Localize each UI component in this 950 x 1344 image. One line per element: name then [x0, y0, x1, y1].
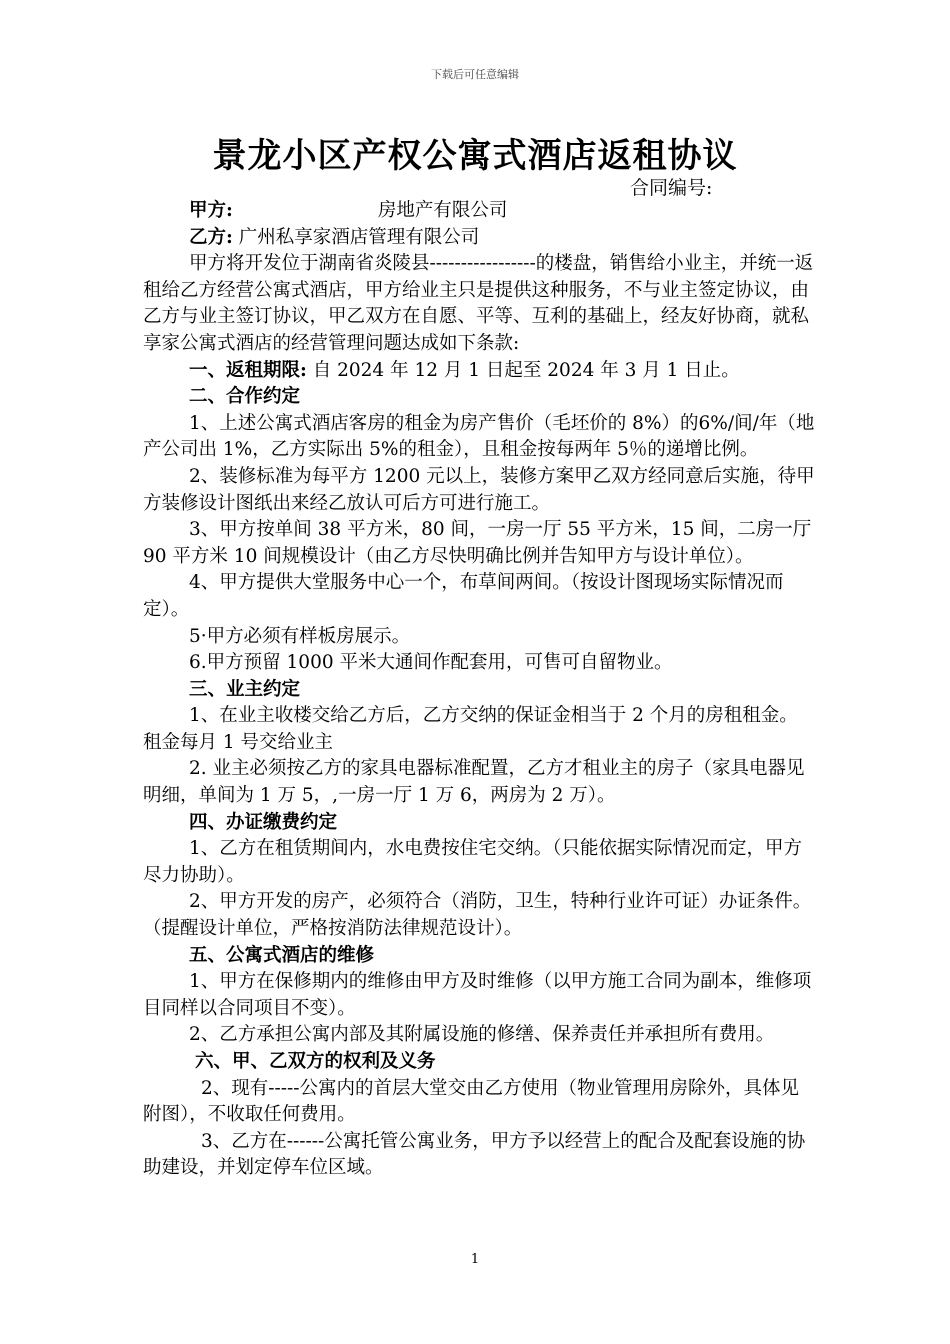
- party-a: [143, 198, 815, 225]
- section-2-item-3: 3、甲方按单间 38 平方米，80 间，一房一厅 55 平方米，15 间，二房一厅 90 平方米 10 间规模设计（由乙方尽快明确比例并告知甲方与设计单位）。: [143, 519, 812, 567]
- section-1: [143, 358, 815, 385]
- section-2-item-6: 6.甲方预留 1000 平米大通间作配套用，可售可自留物业。: [189, 652, 673, 674]
- section-4-item-1: 1、乙方在租赁期间内，水电费按住宅交纳。（只能依据实际情况而定，甲方尽力协助）。: [143, 838, 803, 886]
- party-b-value: 广州私享家酒店管理有限公司: [238, 226, 480, 248]
- section-2-item-5: 5·甲方必须有样板房展示。: [189, 625, 411, 647]
- document-body: [143, 198, 815, 1182]
- section-4-item-2: 2、甲方开发的房产，必须符合（消防，卫生，特种行业许可证）办证条件。（提醒设计单位，严格按消防法律规范设计）。: [143, 891, 812, 940]
- section-2-item-2: 2、装修标准为每平方 1200 元以上，装修方案甲乙双方经同意后实施，待甲方装修设计图纸出来经乙放认可后方可进行施工。: [143, 465, 815, 514]
- document-title: 景龙小区产权公寓式酒店返租协议: [212, 136, 738, 176]
- section-4-heading: 四、办证缴费约定: [189, 811, 338, 833]
- section-5-item-1: 1、甲方在保修期内的维修由甲方及时维修（以甲方施工合同为副本，维修项目同样以合同项目不变）。: [143, 971, 812, 1019]
- section-3-heading: 三、业主约定: [189, 678, 301, 700]
- section-2-heading: 二、合作约定: [189, 386, 301, 408]
- section-1-heading: 一、返租期限:: [189, 359, 307, 381]
- party-a-value: 房地产有限公司: [377, 200, 508, 221]
- section-1-text: 自 2024 年 12 月 1 日起至 2024 年 3 月 1 日止。: [306, 359, 740, 381]
- party-b: [143, 225, 815, 252]
- section-6-item-2: 3、乙方在------公寓托管公寓业务，甲方予以经营上的配合及配套设施的协助建设，并划定停车位区域。: [143, 1130, 806, 1179]
- section-6-item-1: 2、现有-----公寓内的首层大堂交由乙方使用（物业管理用房除外，具体见附图），不收取任何费用。: [143, 1077, 800, 1126]
- section-3-item-1: 1、在业主收楼交给乙方后，乙方交纳的保证金相当于 2 个月的房租租金。租金每月 1 号交给业主: [143, 705, 798, 753]
- page-header-note: 下载后可任意编辑: [431, 68, 519, 81]
- section-5-heading: 五、公寓式酒店的维修: [189, 944, 375, 966]
- party-b-label: 乙方:: [189, 226, 233, 248]
- section-2-item-1: 1、上述公寓式酒店客房的租金为房产售价（毛坯价的 8%）的6%/间/年（地产公司出 1%，乙方实际出 5%的租金），且租金按每两年 5％的递增比例。: [143, 412, 815, 461]
- section-6-heading: 六、甲、乙双方的权利及义务: [195, 1051, 436, 1072]
- section-5-item-2: 2、乙方承担公寓内部及其附属设施的修缮、保养责任并承担所有费用。: [189, 1024, 775, 1046]
- party-a-label: 甲方:: [189, 200, 233, 221]
- section-3-item-2: 2. 业主必须按乙方的家具电器标准配置，乙方才租业主的房子（家具电器见明细，单间为 1 万 5，,一房一厅 1 万 6，两房为 2 万）。: [143, 758, 805, 807]
- contract-number-label: 合同编号:: [630, 177, 713, 199]
- page-number: 1: [470, 1252, 480, 1267]
- section-2-item-4: 4、甲方提供大堂服务中心一个，布草间两间。（按设计图现场实际情况而定）。: [143, 572, 784, 620]
- intro-paragraph: 甲方将开发位于湖南省炎陵县-----------------的楼盘，销售给小业主，并统一返租给乙方经营公寓式酒店，甲方给业主只是提供这种服务，不与业主签定协议，由乙方与业主签订协议，甲乙双方在自愿、平等、互利的基础上，经友好协商，就私享家公寓式酒店的经营管理问题达成如下条款:: [143, 253, 814, 354]
